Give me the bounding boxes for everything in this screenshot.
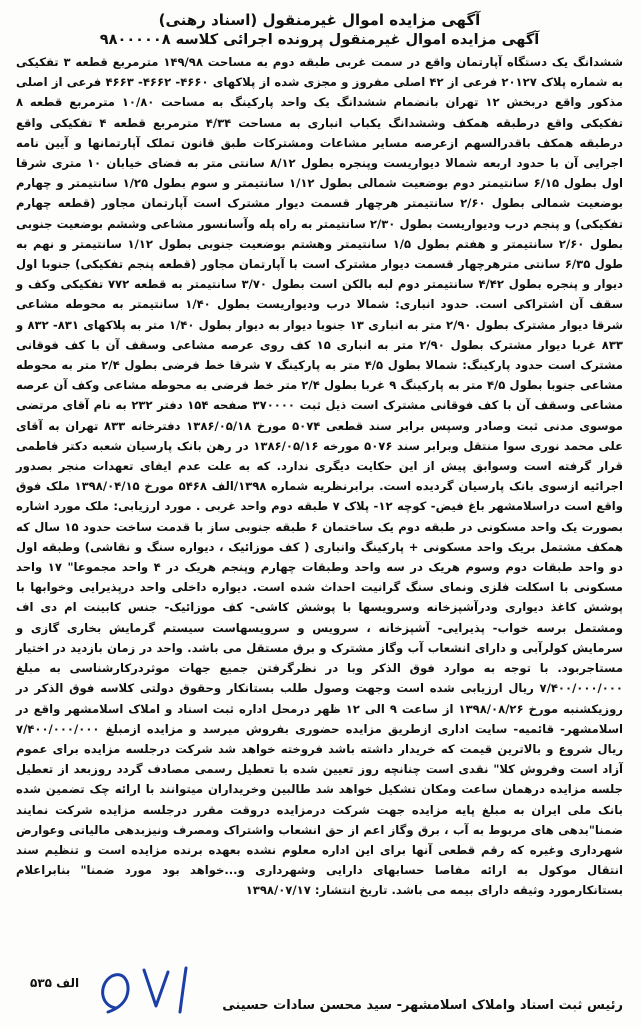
handwritten-stroke-seven [144, 970, 168, 1006]
signature-line: رئیس ثبت اسناد واملاک اسلامشهر- سید محسن سادات حسینی [222, 998, 623, 1013]
notice-title: آگهی مزایده اموال غیرمنقول (اسناد رهنی) [158, 11, 481, 29]
notice-subtitle: آگهی مزایده اموال غیرمنقول پرونده اجرائی کلاسه ۹۸۰۰۰۰۰۸ [99, 32, 540, 48]
notice-body: ششدانگ یک دستگاه آپارتمان واقع در سمت غربی طبقه دوم به مساحت ۱۴۹/۹۸ مترمربع قطعه ۳ تفکیکی به شماره پلاک ۲۰۱۲۷ فرعی از ۴۲ اصلی مفروز و مجزی شده از پلاکهای ۴۶۶۰- ۴۶۶۲- ۴۶۶۳ فرعی از اصلی مذکور واقع دربخش ۱۲ تهران بانضمام ششدانگ یک واحد پارکینگ به مساحت ۱۰/۸۰ مترمربع قطعه ۸ تفکیکی واقع درطبقه همکف وششدانگ یکباب انباری به مساحت ۴/۳۴ مترمربع قطعه ۴ تفکیکی واقع درطبقه همکف باقدرالسهم ازعرصه مسایر مشاعات ومشترکات طبق قانون تملک آپارتمانها و آیین نامه اجرایی آن با حدود اربعه شمالا دیواریست وپنجره بطول ۸/۱۲ سانتی متر به فضای خیابان ۱۰ متری شرقا اول بطول ۶/۱۵ سانتیمتر دوم بوضعیت شمالی بطول ۱/۱۲ سانتیمتر و سوم بطول ۱/۲۵ سانتیمتر و چهارم بوضعیت شمالی بطول ۲/۶۰ سانتیمتر هرچهار قسمت دیوار مشترک است آپارتمان مجاور (قطعه چهارم تفکیکی) و پنجم درب ودیواریست بطول ۲/۳۰ سانتیمتر به راه پله وآسانسور مشاعی وششم بوضعیت جنوبی بطول ۲/۶۰ سانتیمتر و هفتم بطول ۱/۵ سانتیمتر وهشتم بوضعیت جنوبی بطول ۱/۱۲ سانتیمتر و نهم به طول ۶/۳۵ سانتی مترهرچهار قسمت دیوار مشترک است با آپارتمان مجاور (قطعه پنجم تفکیکی) جنوبا اول دیوار و پنجره بطول ۴/۴۲ سانتیمتر دوم لبه بالکن است بطول ۳/۷۰ سانتیمتر به قطعه ۷۷۲ تفکیکی وکف و سقف آن اشتراکی است. حدود انباری: شمالا درب ودیواریست بطول ۱/۴۰ سانتیمتر به محوطه مشاعی شرقا دیوار مشترک بطول ۲/۹۰ متر به انباری ۱۳ جنوبا دیوار به دیوار بطول ۱/۴۰ متر به پلاکهای ۸۳۱- ۸۳۲ و ۸۳۳ غربا دیوار مشترک بطول ۲/۹۰ متر به انباری ۱۵ کف روی عرصه مشاعی وسقف آن با کف فوقانی مشترک است حدود پارکینگ: شمالا بطول ۴/۵ متر به پارکینگ ۷ شرقا خط فرضی بطول ۲/۴ متر به محوطه مشاعی جنوبا بطول ۴/۵ متر به پارکینگ ۹ غربا بطول ۲/۴ متر خط فرضی به محوطه مشاعی وکف آن عرصه مشاعی وسقف آن با کف فوقانی مشترک است ذیل ثبت ۳۷۰۰۰۰ صفحه ۱۵۴ دفتر ۲۳۲ به نام آقای مرتضی موسوی مدنی ثبت وصادر وسپس برابر سند قطعی ۵۰۷۴ مورخ ۱۳۸۶/۰۵/۱۸ دفترخانه ۸۳۳ تهران به آقای علی محمد نوری سوا منتقل وبرابر سند ۵۰۷۶ مورخه ۱۳۸۶/۰۵/۱۶ در رهن بانک پارسیان شعبه دکتر فاطمی قرار گرفته است وسوابق پیش از این حکایت دیگری ندارد. که به علت عدم ایفای تعهدات منجر بصدور اجرائیه ازسوی بانک پارسیان گردیده است. برابرنظریه شماره ۱۳۹۸/الف ۵۴۶۸ مورخ ۱۳۹۸/۰۴/۱۵ ملک فوق واقع است دراسلامشهر باغ فیض- کوچه ۱۲- پلاک ۷ طبقه دوم واحد غربی . مورد ارزیابی: ملک مورد اشاره بصورت یک واحد مسکونی در طبقه دوم یک ساختمان ۶ طبقه جنوبی ساز با قدمت ساخت حدود ۱۵ سال که همکف مشتمل بریک واحد مسکونی + پارکینگ وانباری ( کف موزائیک ، دیواره سنگ و نقاشی) وطبقه اول دو واحد طبقات دوم وسوم هریک در سه واحد وطبقات چهارم وپنجم هریک در ۴ واحد مجموعا" ۱۷ واحد مسکونی با اسکلت فلزی ونمای سنگ گرانیت احداث شده است. دیواره داخلی واحد درپذیرایی وخوابها با پوشش کاغذ دیواری ودرآشپزخانه وسرویسها با پوشش کاشی- کف موزائیک- جنس کابینت ام دی اف ومشتمل برسه خواب- پذیرایی- آشپزخانه ، سرویس و سرویسهاست سیستم گرمایش بخاری گازی و سرمایش کولرآبی و دارای انشعاب آب وگاز مشترک و برق مستقل می باشد. واحد در زمان بازدید در اختیار مستاجربود. با توجه به موارد فوق الذکر وبا در نظرگرفتن جمیع جهات موثردرکارشناسی به مبلغ ۷/۴۰۰/۰۰۰/۰۰۰ ریال ارزیابی شده است وجهت وصول طلب بستانکار وحقوق دولتی کلاسه فوق الذکر در روزیکشنبه مورخ ۱۳۹۸/۰۸/۲۶ از ساعت ۹ الی ۱۲ ظهر درمحل اداره ثبت اسناد و املاک اسلامشهر واقع در اسلامشهر- قائمیه- سایت اداری ازطریق مزایده حضوری بفروش میرسد و مزایده ازمبلغ ۷/۴۰۰/۰۰۰/۰۰۰ ریال شروع و بالاترین قیمت که خریدار داشته باشد فروخته خواهد شد شرکت درجلسه مزایده برای عموم آزاد است وفروش کلا" نقدی است چنانچه روز تعیین شده با تعطیل رسمی مصادف گردد روزبعد از تعطیل جلسه مزایده درهمان ساعت ومکان تشکیل خواهد شد طالبین وخریداران میتوانند با ارائه چک تضمین شده بانک ملی ایران به مبلغ پایه مزایده جهت شرکت درمزایده دروقت مقرر درجلسه مزایده شرکت نمایند ضمنا"بدهی های مربوط به آب ، برق وگاز اعم از حق انشعاب واشتراک ومصرف ونیزبدهی مالیاتی وعوارض شهرداری وغیره که رقم قطعی آنها برای این اداره معلوم نشده بعهده برنده مزایده است و تنظیم سند انتقال موکول به ارائه مفاصا حسابهای دارایی وشهرداری و...خواهد بود مورد ضمنا" بنابراعلام بستانکارمورد وثیقه دارای بیمه می باشد. تاریخ انتشار: ۱۳۹۸/۰۷/۱۷ [16, 55, 624, 898]
notice-footer [16, 976, 623, 1016]
handwritten-stroke-five [103, 975, 128, 1012]
reference-code: الف ۵۳۵ [30, 976, 80, 990]
handwritten-stroke-one [180, 968, 186, 1012]
handwritten-number-mark [86, 960, 206, 1016]
